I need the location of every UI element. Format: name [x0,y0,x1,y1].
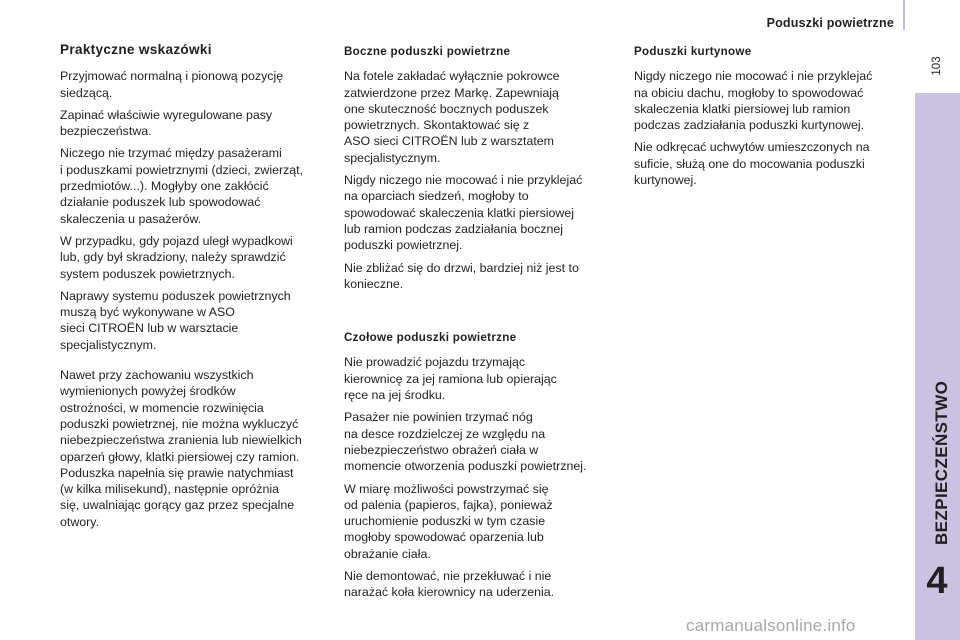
section-title-front-airbags: Czołowe poduszki powietrzne [344,331,517,345]
watermark-text: carmanualsonline.info [686,616,856,635]
section-title-curtain-airbags: Poduszki kurtynowe [634,45,752,58]
paragraph: W miarę możliwości powstrzymać się od palenia (papieros, fajka), ponieważ uruchomienie poduszki w tym czasie mogłoby spowodować oparzenia lub obrażanie ciała. [344,481,553,561]
paragraph: W przypadku, gdy pojazd uległ wypadkowi lub, gdy był skradziony, należy sprawdzić system poduszek powietrznych. [60,233,293,281]
header-divider [903,0,905,30]
column-practical-tips [60,42,330,536]
paragraph: Pasażer nie powinien trzymać nóg na desce rozdzielczej ze względu na niebezpieczeństwo obrażeń ciała w momencie otworzenia poduszki powietrznej. [344,410,587,474]
chapter-number: 4 [926,560,948,602]
paragraph: Niczego nie trzymać między pasażerami i poduszkami powietrznymi (dzieci, zwierząt, przedmiotów...). Mogłyby one zakłócić działanie poduszek lub spowodować skaleczenia u pasażerów. [60,146,304,226]
column-curtain-airbags [634,44,896,194]
chapter-tab [915,93,960,640]
column-side-front-airbags [344,44,616,607]
paragraph: Nigdy niczego nie mocować i nie przyklejać na obiciu dachu, mogłoby to spowodować skaleczenia klatki piersiowej lub ramion podczas zadziałania poduszki kurtynowej. [634,69,873,133]
page-number: 103 [931,56,943,76]
paragraph: Nigdy niczego nie mocować i nie przyklejać na oparciach siedzeń, mogłoby to spowodować skaleczenia klatki piersiowej lub ramion podczas zadziałania bocznej poduszki powietrznej. [344,173,583,253]
paragraph: Nie odkręcać uchwytów umieszczonych na suficie, służą one do mocowania poduszki kurtynowej. [634,140,870,188]
paragraph: Zapinać właściwie wyregulowane pasy bezpieczeństwa. [60,107,273,139]
paragraph: Przyjmować normalną i pionową pozycję siedzącą. [60,69,284,100]
paragraph: Nie zbliżać się do drzwi, bardziej niż jest to konieczne. [344,260,579,291]
running-header-title: Poduszki powietrzne [766,16,894,30]
paragraph: Naprawy systemu poduszek powietrznych muszą być wykonywane w ASO sieci CITROËN lub w warsztacie specjalistycznym. [60,288,291,352]
paragraph: Na fotele zakładać wyłącznie pokrowce zatwierdzone przez Markę. Zapewniają one skuteczność bocznych poduszek powietrznych. Skontaktować się z ASO sieci CITROËN lub z warsztatem specjalistycznym. [344,69,560,165]
section-title-side-airbags: Boczne poduszki powietrzne [344,45,511,58]
paragraph: Nie prowadzić pojazdu trzymając kierownicę za jej ramiona lub opierając ręce na jej środku. [344,355,557,403]
chapter-title: BEZPIECZEŃSTWO [932,380,951,545]
paragraph: Nie demontować, nie przekłuwać i nie narażać koła kierownicy na uderzenia. [344,569,555,600]
paragraph: Nawet przy zachowaniu wszystkich wymienionych powyżej środków ostrożności, w momencie rozwinięcia poduszki powietrznej, nie można wykluczyć niebezpieczeństwa zranienia lub niewielkich oparzeń głowy, klatki piersiowej czy ramion. Poduszka napełnia się prawie natychmiast (w kilka milisekund), następnie opróżnia się, uwalniając gorący gaz przez specjalne otwory. [60,368,302,529]
section-title-practical-tips: Praktyczne wskazówki [60,42,212,57]
